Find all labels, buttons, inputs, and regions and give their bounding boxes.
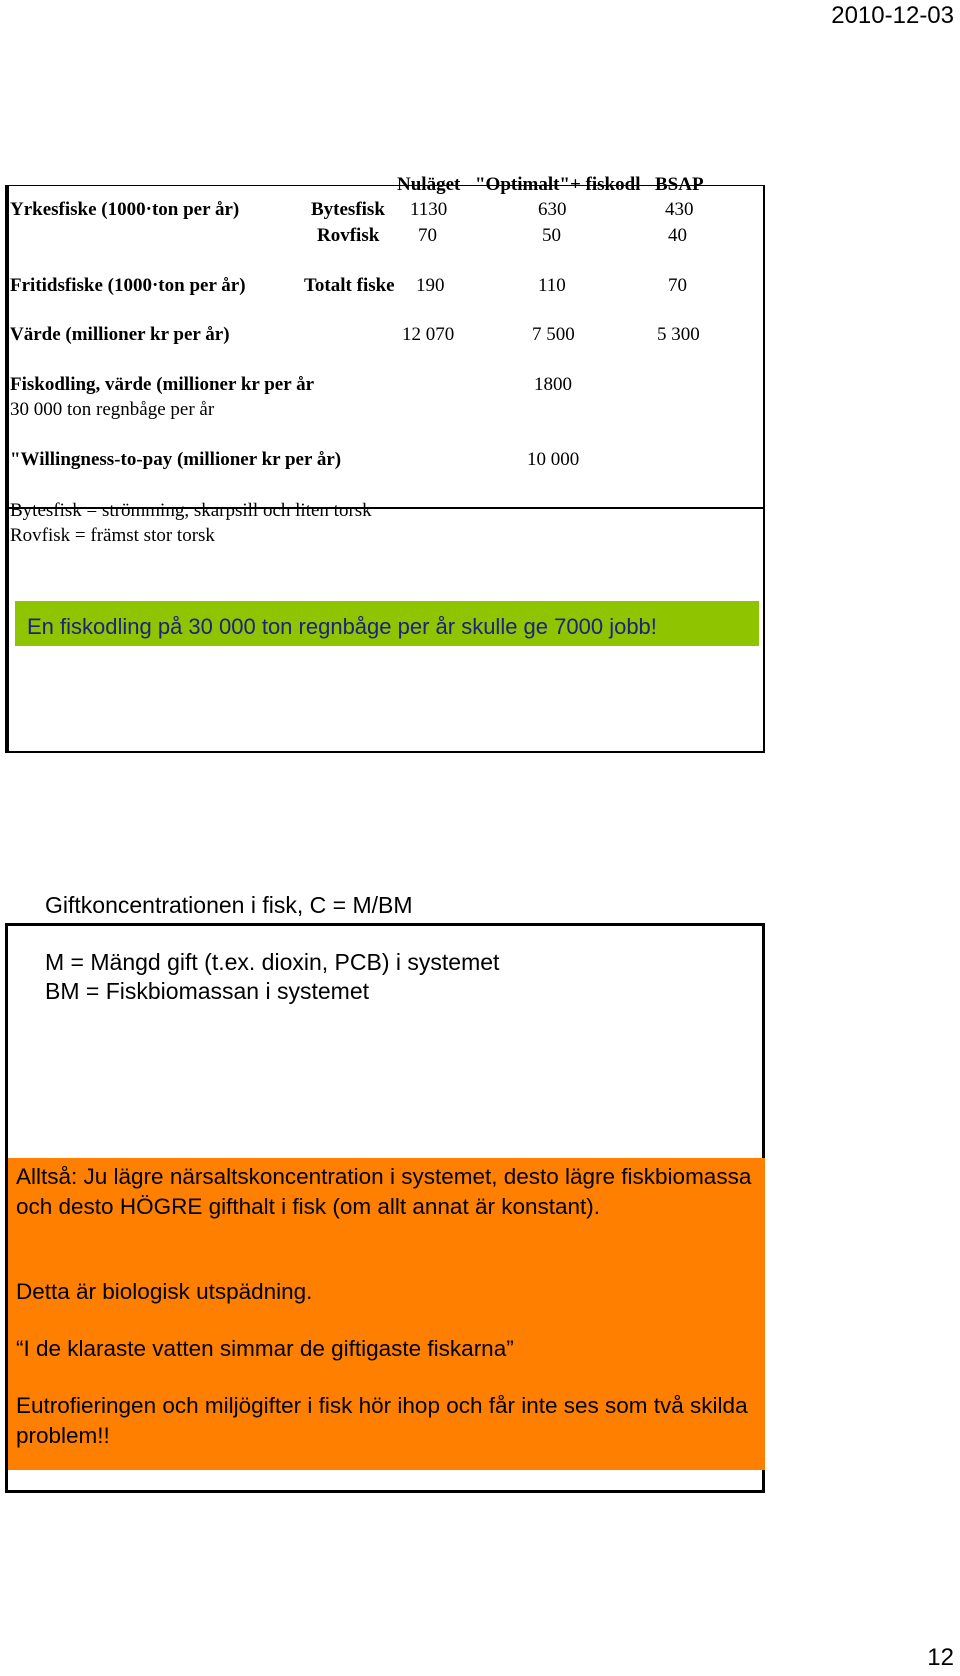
value-bytesfisk-bsap: 430 — [665, 199, 694, 220]
value-fiskodling: 1800 — [534, 374, 572, 395]
row-sub-totalt-fiske: Totalt fiske — [304, 275, 395, 296]
row-sub-rovfisk: Rovfisk — [317, 225, 380, 246]
row-label-yrkesfiske: Yrkesfiske (1000·ton per år) — [10, 199, 240, 220]
value-wtp: 10 000 — [527, 449, 580, 470]
col-header-optimalt: "Optimalt"+ fiskodl — [475, 174, 641, 195]
value-bytesfisk-optimalt: 630 — [538, 199, 567, 220]
value-varde-bsap: 5 300 — [657, 324, 700, 345]
value-rovfisk-bsap: 40 — [668, 225, 687, 246]
header-date: 2010-12-03 — [831, 2, 954, 29]
value-varde-nulaget: 12 070 — [402, 324, 455, 345]
value-fritid-optimalt: 110 — [538, 275, 566, 296]
value-rovfisk-optimalt: 50 — [542, 225, 561, 246]
row-label-fritidsfiske: Fritidsfiske (1000·ton per år) — [10, 275, 246, 296]
row-label-fiskodling-2: 30 000 ton regnbåge per år — [10, 399, 215, 420]
formula-text: Giftkoncentrationen i fisk, C = M/BM — [45, 892, 413, 918]
note-bytesfisk: Bytesfisk = strömming, skarpsill och liten torsk — [10, 500, 372, 521]
conclusion-quote: “I de klaraste vatten simmar de giftigaste fiskarna” — [16, 1336, 514, 1361]
col-header-nulaget: Nuläget — [397, 174, 461, 195]
row-label-wtp: "Willingness-to-pay (millioner kr per år) — [10, 449, 342, 470]
row-sub-bytesfisk: Bytesfisk — [311, 199, 385, 220]
highlight-text: En fiskodling på 30 000 ton regnbåge per år skulle ge 7000 jobb! — [27, 614, 657, 639]
definition-m: M = Mängd gift (t.ex. dioxin, PCB) i systemet — [45, 949, 500, 975]
conclusion-text-2: Detta är biologisk utspädning. — [16, 1279, 313, 1304]
note-rovfisk: Rovfisk = främst stor torsk — [10, 525, 215, 546]
row-label-fiskodling: Fiskodling, värde (millioner kr per år — [10, 374, 315, 395]
value-bytesfisk-nulaget: 1130 — [410, 199, 448, 220]
conclusion-text-4: Eutrofieringen och miljögifter i fisk hör ihop och får inte ses som två skilda problem!! — [16, 1393, 748, 1448]
toxin-concentration-slide — [5, 892, 765, 1493]
conclusion-box — [8, 1158, 765, 1470]
value-rovfisk-nulaget: 70 — [418, 225, 437, 246]
col-header-bsap: BSAP — [655, 174, 704, 195]
value-fritid-nulaget: 190 — [416, 275, 445, 296]
row-label-varde: Värde (millioner kr per år) — [10, 324, 230, 345]
fishery-table-slide — [5, 174, 765, 753]
value-varde-optimalt: 7 500 — [532, 324, 575, 345]
definition-bm: BM = Fiskbiomassan i systemet — [45, 978, 370, 1004]
value-fritid-bsap: 70 — [668, 275, 687, 296]
page-number: 12 — [927, 1644, 954, 1671]
conclusion-text-1: Alltså: Ju lägre närsaltskoncentration i systemet, desto lägre fiskbiomassa och desto HÖGRE gifthalt i fisk (om allt annat är konstant). — [16, 1164, 752, 1219]
